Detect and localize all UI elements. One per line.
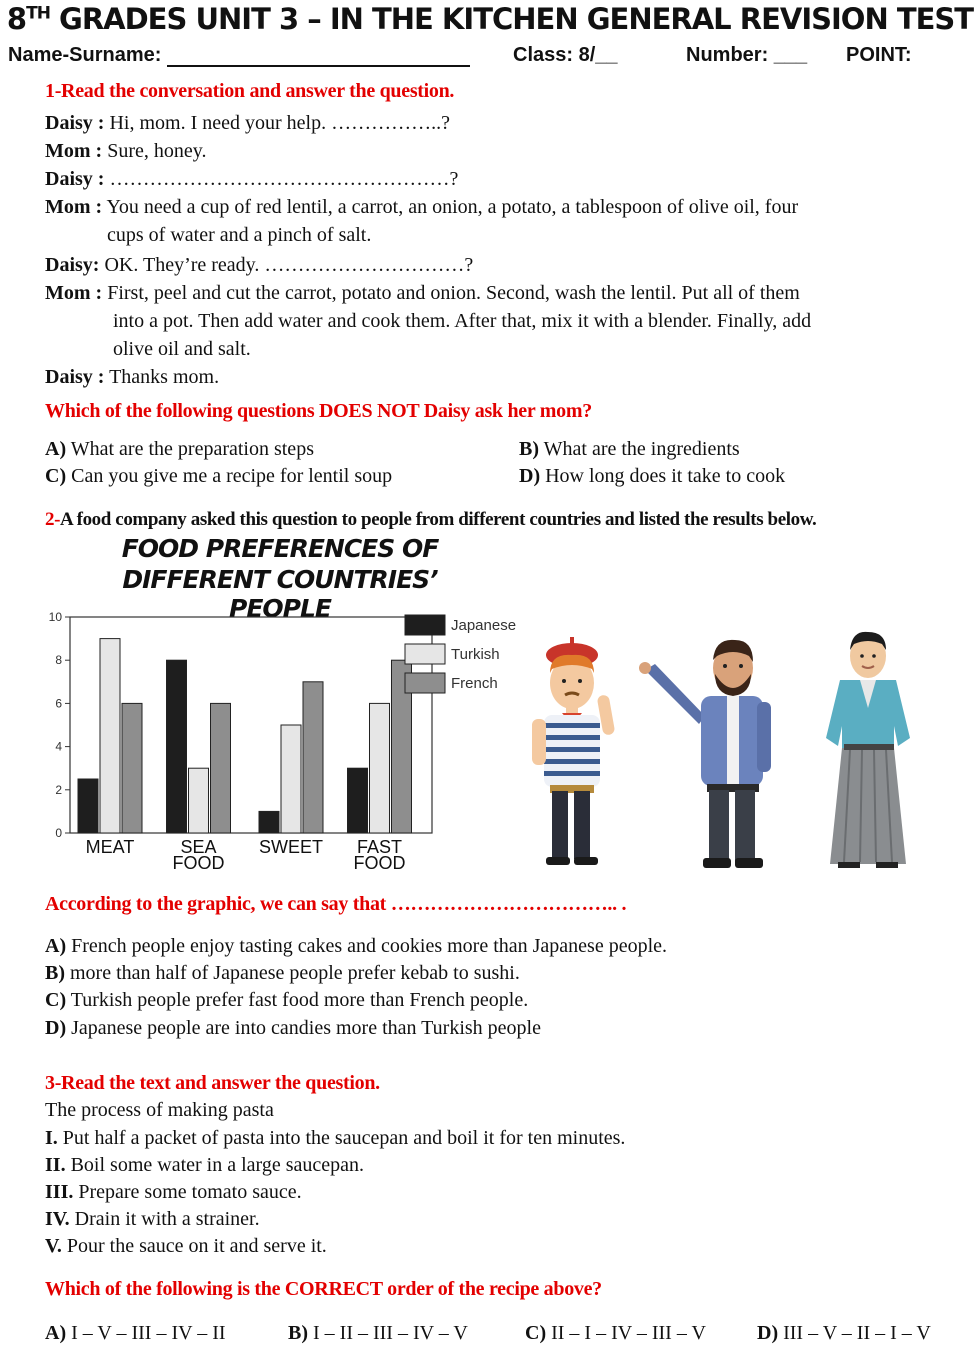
legend-swatch-japanese	[405, 615, 445, 635]
legend-label: Japanese	[451, 617, 517, 634]
bar-japanese	[167, 660, 187, 833]
y-tick-label: 6	[55, 696, 62, 711]
line-text: You need a cup of red lentil, a carrot, an onion, a potato, a tablespoon of olive oil, four	[102, 196, 799, 218]
q3-option-c[interactable]: C) II – I – IV – III – V	[525, 1322, 706, 1344]
q1-instruction: 1-Read the conversation and answer the question.	[45, 80, 455, 102]
class-label: Class: 8/__	[513, 44, 618, 66]
recipe-step	[45, 1206, 260, 1233]
q2-option-d[interactable]: D) Japanese people are into candies more than Turkish people	[45, 1017, 541, 1039]
speaker-label: Mom :	[45, 196, 103, 218]
conversation-line	[45, 110, 450, 137]
name-field[interactable]	[8, 44, 470, 67]
category-label: SEA	[180, 837, 217, 857]
speaker-label: Daisy:	[45, 254, 100, 276]
category-label: FAST	[356, 837, 403, 857]
bar-chart	[40, 605, 530, 880]
line-text: cups of water and a pinch of salt.	[107, 224, 372, 246]
conversation-line	[45, 252, 473, 279]
bar-turkish	[281, 725, 301, 833]
speaker-label: Mom :	[45, 140, 103, 162]
bar-french	[211, 703, 231, 833]
q2-option-c[interactable]: C) Turkish people prefer fast food more than French people.	[45, 989, 529, 1011]
speaker-label: Daisy :	[45, 366, 105, 388]
line-text: olive oil and salt.	[113, 338, 251, 360]
conversation-line	[45, 364, 219, 391]
conversation-line	[45, 166, 458, 193]
line-text: into a pot. Then add water and cook them. After that, mix it with a blender. Finally, add	[113, 310, 812, 332]
y-tick-label: 2	[55, 782, 62, 797]
q1-option-a[interactable]: A) What are the preparation steps	[45, 438, 314, 460]
legend-swatch-french	[405, 673, 445, 693]
speaker-label: Daisy :	[45, 168, 105, 190]
category-label: MEAT	[85, 837, 135, 857]
q3-option-b[interactable]: B) I – II – III – IV – V	[288, 1322, 468, 1344]
q1-option-b[interactable]: B) What are the ingredients	[519, 438, 740, 460]
q3-instruction: 3-Read the text and answer the question.	[45, 1072, 380, 1094]
bar-turkish	[370, 703, 390, 833]
bar-japanese	[259, 811, 279, 833]
q3-question: Which of the following is the CORRECT order of the recipe above?	[45, 1278, 602, 1300]
q2-option-b[interactable]: B) more than half of Japanese people prefer kebab to sushi.	[45, 962, 520, 984]
line-text: Thanks mom.	[104, 366, 220, 388]
japanese-person-illustration	[810, 628, 930, 873]
y-tick-label: 10	[48, 610, 62, 624]
bar-japanese	[348, 768, 368, 833]
q3-option-d[interactable]: D) III – V – II – I – V	[757, 1322, 931, 1344]
legend-label: French	[451, 675, 498, 692]
man-in-kimono	[826, 632, 910, 868]
step-number: I.	[45, 1127, 58, 1149]
conversation-line	[45, 336, 251, 363]
point-label: POINT:	[846, 44, 912, 66]
step-text: Boil some water in a large saucepan.	[65, 1154, 364, 1176]
conversation-line	[45, 138, 206, 165]
y-tick-label: 0	[55, 826, 62, 840]
bar-french	[303, 682, 323, 833]
name-line	[167, 47, 470, 67]
line-text: Hi, mom. I need your help. ……………..?	[104, 112, 450, 134]
recipe-step	[45, 1125, 625, 1152]
category-label: FOOD	[353, 853, 406, 873]
recipe-step	[45, 1152, 364, 1179]
category-label: SWEET	[258, 837, 324, 857]
bar-turkish	[100, 639, 120, 833]
bearded-man	[639, 640, 771, 868]
line-text: Sure, honey.	[102, 140, 207, 162]
y-tick-label: 4	[55, 739, 62, 754]
line-text: OK. They’re ready. …………………………?	[99, 254, 474, 276]
line-text: First, peel and cut the carrot, potato and onion. Second, wash the lentil. Put all of them	[102, 282, 800, 304]
step-text: Put half a packet of pasta into the saucepan and boil it for ten minutes.	[57, 1127, 626, 1149]
chart-title-line2: DIFFERENT COUNTRIES’ PEOPLE	[122, 565, 438, 623]
conversation-line	[45, 194, 798, 221]
step-number: III.	[45, 1181, 74, 1203]
french-boy	[532, 637, 615, 865]
bar-turkish	[189, 768, 209, 833]
speaker-label: Mom :	[45, 282, 103, 304]
step-text: Prepare some tomato sauce.	[73, 1181, 302, 1203]
turkish-person-illustration	[635, 630, 785, 875]
conversation-line	[45, 280, 800, 307]
q2-option-a[interactable]: A) French people enjoy tasting cakes and cookies more than Japanese people.	[45, 935, 668, 957]
q1-question: Which of the following questions DOES NOT Daisy ask her mom?	[45, 400, 592, 422]
french-person-illustration	[520, 625, 650, 875]
name-label: Name-Surname:	[8, 44, 162, 66]
q3-intro: The process of making pasta	[45, 1099, 274, 1121]
step-text: Drain it with a strainer.	[69, 1208, 260, 1230]
y-tick-label: 8	[55, 653, 62, 668]
step-text: Pour the sauce on it and serve it.	[61, 1235, 327, 1257]
q2-question: According to the graphic, we can say that …………………………….. .	[45, 893, 627, 915]
legend-label: Turkish	[451, 646, 500, 663]
step-number: II.	[45, 1154, 66, 1176]
step-number: IV.	[45, 1208, 70, 1230]
q2-instruction: 2-A food company asked this question to people from different countries and listed the results below.	[45, 509, 817, 530]
legend-swatch-turkish	[405, 644, 445, 664]
bar-japanese	[78, 779, 98, 833]
category-label: FOOD	[172, 853, 225, 873]
q1-option-c[interactable]: C) Can you give me a recipe for lentil soup	[45, 465, 393, 487]
q3-option-a[interactable]: A) I – V – III – IV – II	[45, 1322, 226, 1344]
conversation-line	[45, 222, 371, 249]
speaker-label: Daisy :	[45, 112, 105, 134]
recipe-step	[45, 1179, 302, 1206]
q1-option-d[interactable]: D) How long does it take to cook	[519, 465, 786, 487]
bar-french	[122, 703, 142, 833]
conversation-line	[45, 308, 811, 335]
chart-title-line1: FOOD PREFERENCES OF	[121, 534, 439, 563]
line-text: ……………………………………………?	[104, 168, 459, 190]
step-number: V.	[45, 1235, 62, 1257]
recipe-step	[45, 1233, 327, 1260]
number-label: Number: ___	[686, 44, 808, 66]
page-title: 8TH GRADES UNIT 3 – IN THE KITCHEN GENERAL REVISION TEST	[6, 2, 974, 36]
